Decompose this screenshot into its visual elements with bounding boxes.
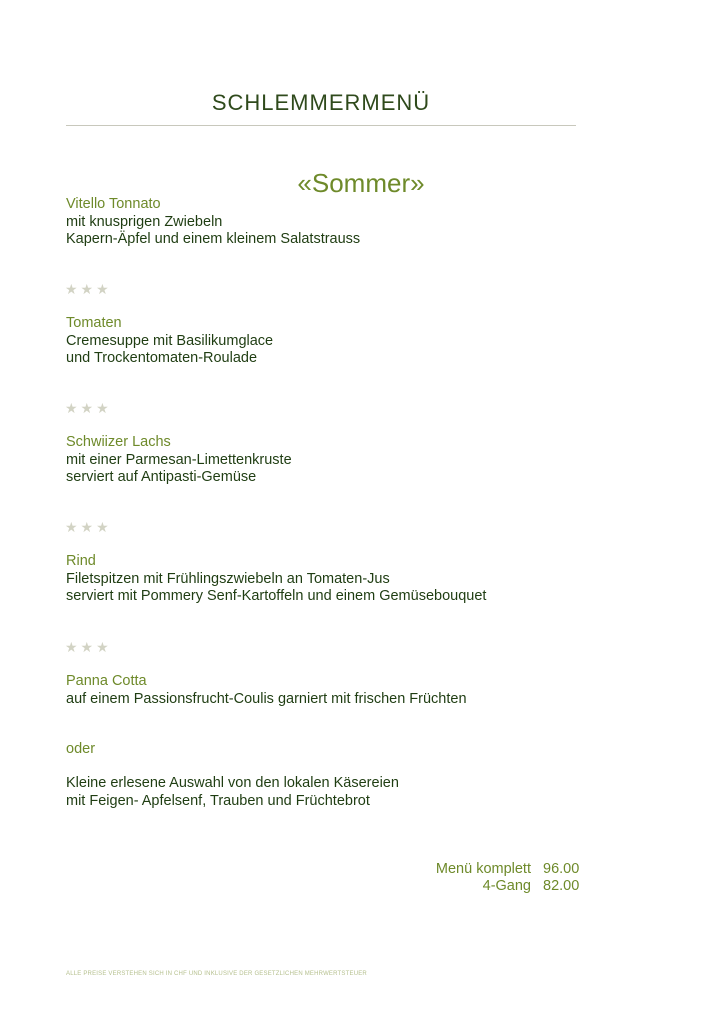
alternative-line: Kleine erlesene Auswahl von den lokalen Käsereien (66, 775, 399, 791)
course-schwiizer-lachs (66, 434, 292, 487)
course-separator-stars: ★★★ (65, 281, 112, 297)
course-description-line: Kapern-Äpfel und einem kleinem Salatstrauss (66, 231, 361, 247)
cheese-alternative (66, 775, 399, 810)
alternative-line: mit Feigen- Apfelsenf, Trauben und Früchtebrot (66, 792, 370, 809)
course-separator-stars: ★★★ (65, 400, 112, 416)
title-divider (66, 125, 576, 126)
price-label: Menü komplett (435, 861, 531, 877)
course-name: Panna Cotta (66, 673, 147, 689)
menu-title: SCHLEMMERMENÜ (211, 90, 431, 115)
course-description-line: mit einer Parmesan-Limettenkruste (66, 451, 292, 468)
course-description-line: auf einem Passionsfrucht-Coulis garniert mit frischen Früchten (66, 690, 467, 707)
course-name: Tomaten (66, 315, 122, 331)
price-label: 4-Gang (482, 878, 531, 894)
price-value: 96.00 (543, 861, 580, 877)
price-footnote: ALLE PREISE VERSTEHEN SICH IN CHF UND INKLUSIVE DER GESETZLICHEN MEHRWERTSTEUER (66, 971, 367, 977)
course-vitello-tonnato (66, 196, 360, 249)
price-row-complete (0, 861, 724, 879)
course-description-line: Filetspitzen mit Frühlingszwiebeln an Tomaten-Jus (66, 570, 390, 587)
alternative-connector: oder (66, 741, 96, 757)
course-tomaten (66, 315, 273, 368)
course-separator-stars: ★★★ (65, 639, 112, 655)
course-description-line: und Trockentomaten-Roulade (66, 350, 258, 366)
price-row-4-gang (0, 878, 724, 896)
course-description-line: serviert mit Pommery Senf-Kartoffeln und einem Gemüsebouquet (66, 588, 487, 604)
course-description-line: Cremesuppe mit Basilikumglace (66, 332, 274, 349)
course-name: Rind (66, 553, 96, 569)
course-panna-cotta (66, 673, 467, 708)
course-description-line: serviert auf Antipasti-Gemüse (66, 469, 257, 485)
menu-subtitle: «Sommer» (297, 168, 425, 198)
course-name: Vitello Tonnato (66, 196, 161, 212)
course-rind (66, 553, 486, 606)
course-separator-stars: ★★★ (65, 519, 112, 535)
price-value: 82.00 (543, 878, 580, 894)
course-name: Schwiizer Lachs (66, 434, 171, 450)
course-description-line: mit knusprigen Zwiebeln (66, 213, 223, 230)
